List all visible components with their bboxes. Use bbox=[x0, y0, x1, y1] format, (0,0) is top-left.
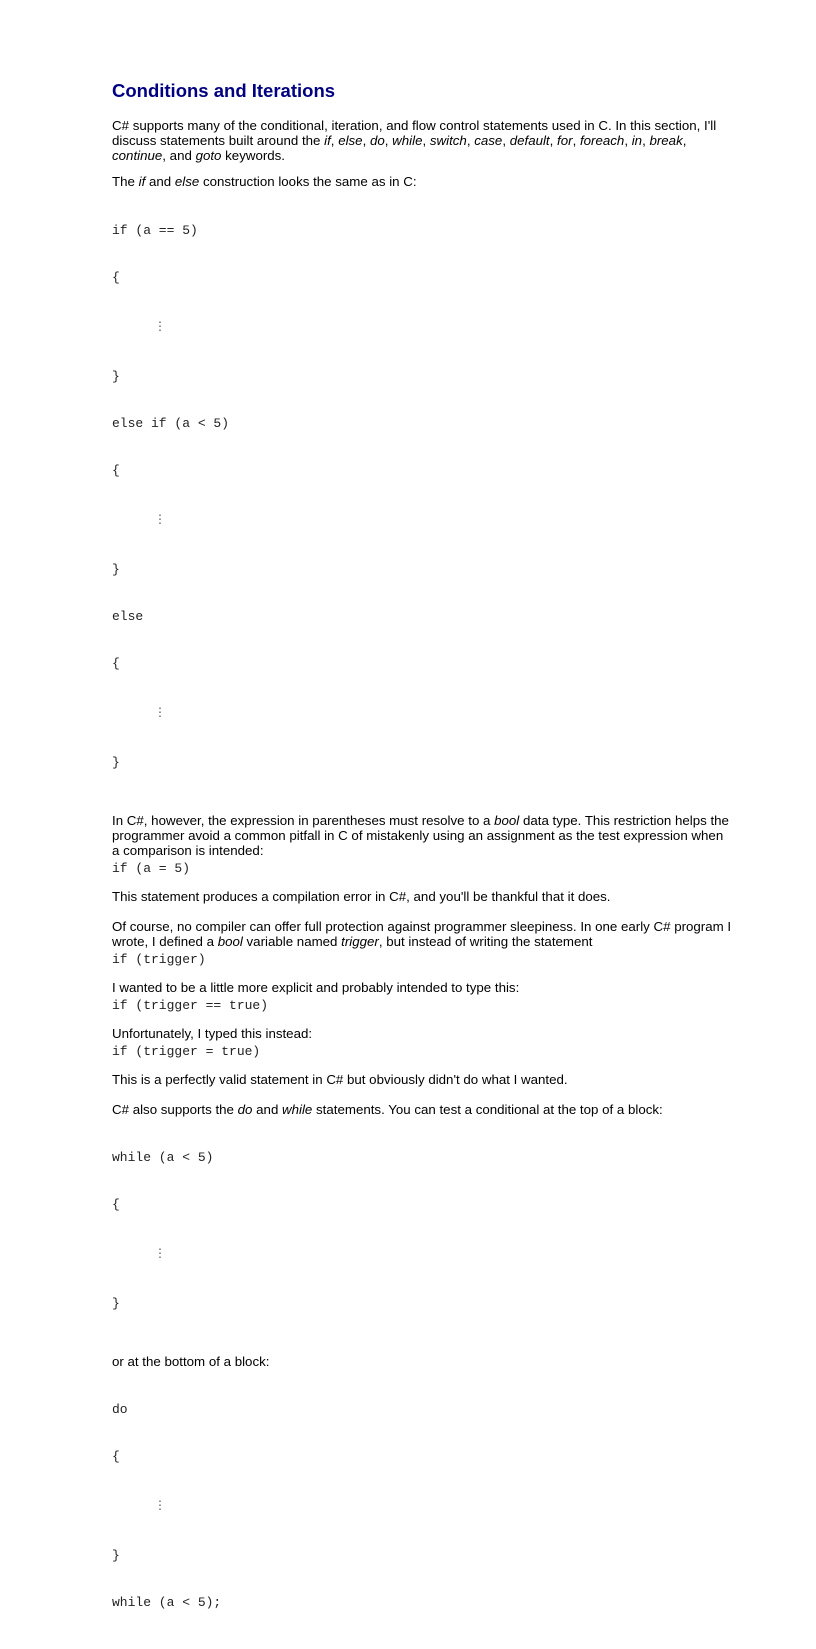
valid-statement-paragraph: This is a perfectly valid statement in C# but obviously didn't do what I wanted. bbox=[112, 1072, 568, 1087]
code-line: } bbox=[112, 1296, 120, 1311]
code-line: if (a == 5) bbox=[112, 223, 198, 238]
code-line bbox=[112, 1243, 732, 1265]
code-line: while (a < 5); bbox=[112, 1595, 222, 1610]
code-line: do bbox=[112, 1402, 128, 1417]
code-block-trigger-assign bbox=[112, 1043, 732, 1060]
vertical-ellipsis-icon: ⋮ bbox=[154, 320, 166, 334]
code-line bbox=[112, 316, 732, 338]
code-line: } bbox=[112, 369, 120, 384]
code-line: { bbox=[112, 1449, 120, 1464]
code-line: while (a < 5) bbox=[112, 1150, 214, 1165]
code-line: { bbox=[112, 656, 120, 671]
vertical-ellipsis-icon: ⋮ bbox=[154, 1247, 166, 1261]
vertical-ellipsis-icon: ⋮ bbox=[154, 706, 166, 720]
section-heading: Conditions and Iterations bbox=[112, 80, 336, 101]
vertical-ellipsis-icon: ⋮ bbox=[154, 513, 166, 527]
typed-paragraph: Unfortunately, I typed this instead: bbox=[112, 1026, 313, 1041]
if-else-intro: The if and else construction looks the same as in C: bbox=[112, 174, 417, 189]
code-line: { bbox=[112, 463, 120, 478]
code-line: if (trigger = true) bbox=[112, 1044, 261, 1059]
document-page bbox=[112, 78, 732, 1649]
vertical-ellipsis-icon: ⋮ bbox=[154, 1499, 166, 1513]
bool-paragraph: In C#, however, the expression in parentheses must resolve to a bool data type. This restriction helps the programmer avoid a common pitfall in C of mistakenly using an assignment as the test expression when a comparison is intended: bbox=[112, 813, 729, 858]
code-line bbox=[112, 509, 732, 531]
code-block-while bbox=[112, 1119, 732, 1342]
code-line bbox=[112, 1495, 732, 1517]
compile-error-paragraph: This statement produces a compilation error in C#, and you'll be thankful that it does. bbox=[112, 889, 611, 904]
code-line: } bbox=[112, 562, 120, 577]
code-line: } bbox=[112, 755, 120, 770]
code-line: if (a = 5) bbox=[112, 861, 191, 876]
code-line: { bbox=[112, 1197, 120, 1212]
code-block-trigger-compare bbox=[112, 997, 732, 1014]
explicit-paragraph: I wanted to be a little more explicit and probably intended to type this: bbox=[112, 980, 520, 995]
code-line: if (trigger) bbox=[112, 952, 206, 967]
code-line: else bbox=[112, 609, 144, 624]
code-line: if (trigger == true) bbox=[112, 998, 269, 1013]
code-block-trigger bbox=[112, 951, 732, 968]
code-line: else if (a < 5) bbox=[112, 416, 230, 431]
code-line: } bbox=[112, 1548, 120, 1563]
code-block-assignment bbox=[112, 860, 732, 877]
code-line: { bbox=[112, 270, 120, 285]
code-block-if-else bbox=[112, 192, 732, 801]
code-block-do-while bbox=[112, 1371, 732, 1641]
code-line bbox=[112, 702, 732, 724]
do-while-paragraph: C# also supports the do and while statements. You can test a conditional at the top of a block: bbox=[112, 1102, 663, 1117]
sleepiness-paragraph: Of course, no compiler can offer full protection against programmer sleepiness. In one early C# program I wrote, I defined a bool variable named trigger, but instead of writing the statement bbox=[112, 919, 732, 949]
bottom-of-block-paragraph: or at the bottom of a block: bbox=[112, 1354, 270, 1369]
intro-paragraph: C# supports many of the conditional, iteration, and flow control statements used in C. In this section, I'll discuss statements built around the if, else, do, while, switch, case, default, for, foreach, in, break, continue, and goto keywords. bbox=[112, 118, 717, 163]
